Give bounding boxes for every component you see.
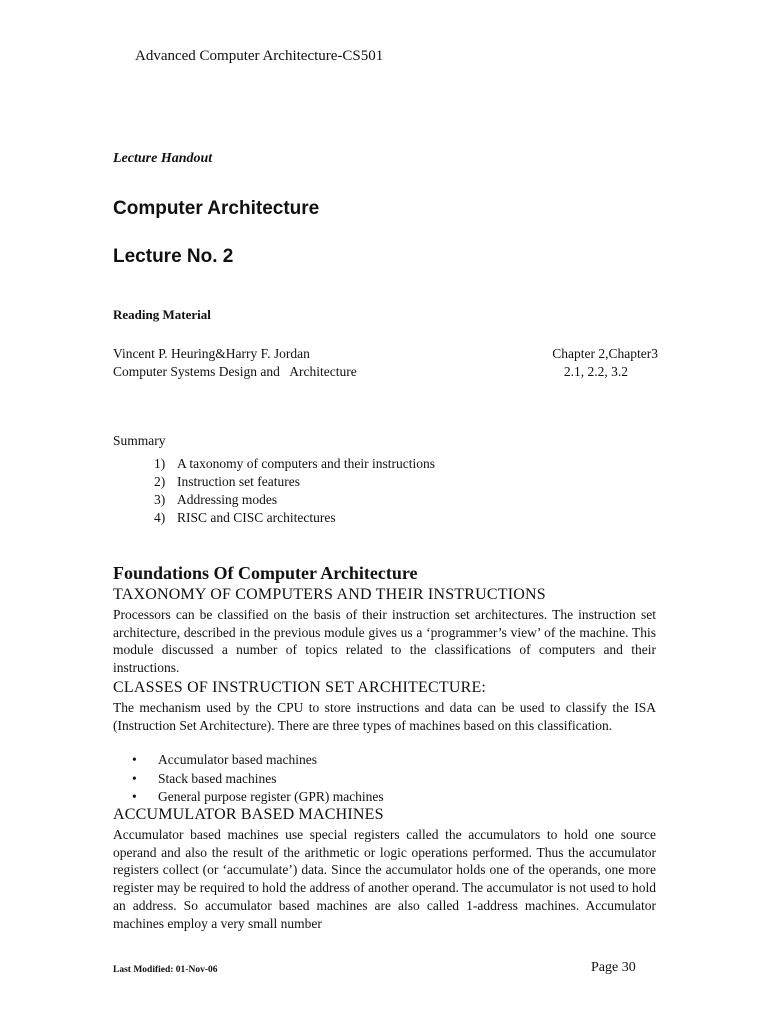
course-header: Advanced Computer Architecture-CS501: [135, 48, 384, 64]
reading-material-label: Reading Material: [113, 307, 211, 322]
summary-item-text: Addressing modes: [177, 492, 278, 507]
summary-item-text: A taxonomy of computers and their instructions: [177, 456, 435, 471]
subheading-isa-classes: CLASSES OF INSTRUCTION SET ARCHITECTURE:: [113, 679, 487, 696]
summary-list: [140, 455, 435, 527]
bullet-icon: •: [132, 752, 137, 767]
bullet-icon: •: [132, 770, 137, 786]
machine-type-text: Stack based machines: [158, 770, 277, 786]
list-item: [132, 770, 384, 789]
paragraph-taxonomy: Processors can be classified on the basis of their instruction set architectures. The instruction set architecture, described in the previous module gives us a ‘programmer’s view’ of the machine. This module discussed a number of topics related to the classifications of computers and their instructions.: [113, 607, 656, 676]
paragraph-accumulator: Accumulator based machines use special registers called the accumulators to hold one source operand and also the result of the arithmetic or logic operations performed. Thus the accumulator registers collect (or ‘accumulate’) data. Since the accumulator holds one of the operands, one more register may be required to hold the address of another operand. The accumulator is not used to hold an address. So accumulator based machines are also called 1-address machines. Accumulator machines employ a very small number: [113, 827, 656, 931]
paragraph-isa-classes: The mechanism used by the CPU to store instructions and data can be used to classify the ISA (Instruction Set Architecture). There are three types of machines based on this classification.: [113, 700, 656, 733]
summary-item-number: 1): [154, 456, 166, 471]
handout-label: Lecture Handout: [113, 151, 213, 166]
last-modified-footer: Last Modified: 01-Nov-06: [113, 965, 218, 975]
machine-type-text: Accumulator based machines: [158, 752, 317, 767]
machine-type-text: General purpose register (GPR) machines: [158, 789, 384, 804]
subheading-taxonomy: TAXONOMY OF COMPUTERS AND THEIR INSTRUCTIONS: [113, 586, 546, 603]
page-title: Computer Architecture: [113, 198, 320, 219]
summary-item: [154, 455, 435, 473]
bullet-icon: •: [132, 789, 137, 804]
summary-item-text: RISC and CISC architectures: [177, 510, 336, 525]
summary-item: [154, 473, 435, 491]
summary-item: [154, 509, 435, 527]
lecture-number: Lecture No. 2: [113, 246, 234, 267]
reference-sections: 2.1, 2.2, 3.2: [563, 364, 628, 379]
summary-item: [154, 491, 435, 509]
list-item: [132, 788, 384, 807]
summary-label: Summary: [113, 433, 166, 448]
subheading-accumulator: ACCUMULATOR BASED MACHINES: [113, 806, 384, 823]
page-number: Page 30: [591, 960, 636, 975]
summary-item-number: 3): [154, 492, 166, 507]
reference-chapters: Chapter 2,Chapter3: [552, 346, 658, 361]
reference-book-title: Computer Systems Design and Architecture: [113, 364, 357, 379]
list-item: [132, 751, 384, 770]
summary-item-number: 4): [154, 510, 166, 525]
machine-types-list: [132, 751, 384, 807]
section-heading-foundations: Foundations Of Computer Architecture: [113, 563, 418, 583]
reference-authors: Vincent P. Heuring&Harry F. Jordan: [113, 346, 310, 361]
summary-item-number: 2): [154, 474, 166, 489]
summary-item-text: Instruction set features: [177, 474, 300, 489]
